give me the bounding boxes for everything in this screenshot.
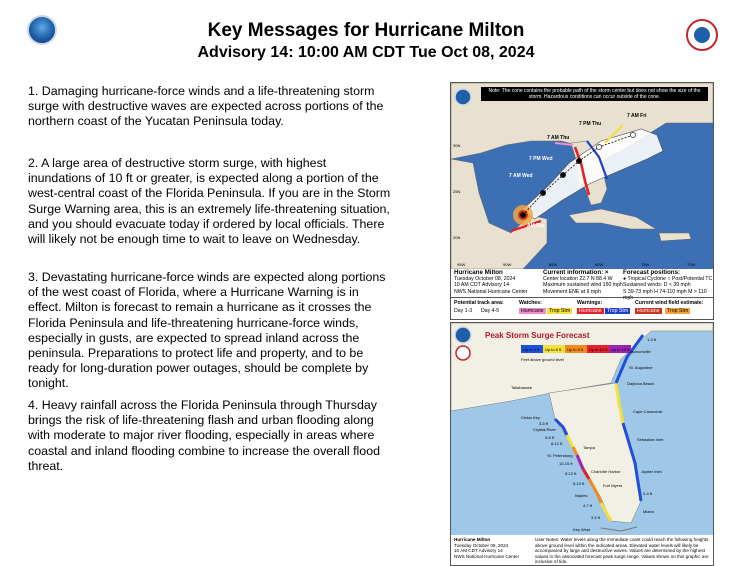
legend-ts-watch: Trop Stm	[549, 308, 571, 314]
lon-label-85w: 85W	[549, 262, 558, 267]
legend-hurricane-warning: Hurricane	[579, 308, 602, 314]
legend-ts-wind: Trop Stm	[667, 308, 689, 314]
lat-label-20n: 20N	[453, 235, 461, 240]
city-st-petersburg: St. Petersburg	[547, 453, 573, 458]
track-map-graphic	[451, 83, 713, 269]
track-legend	[451, 297, 713, 320]
surge-scale-note: Feet above ground level	[521, 357, 564, 362]
city-charlotte-harbor: Charlotte Harbor	[591, 469, 621, 474]
city-cedar-key: Cedar Key	[521, 415, 540, 420]
forecast-line-3: S 39-73 mph H 74-110 mph M > 110 mph	[623, 288, 707, 301]
range-label-10: 1-3 ft	[647, 337, 657, 342]
city-jupiter-inlet: Jupiter Inlet	[641, 469, 662, 474]
lat-label-30n: 30N	[453, 143, 461, 148]
page-subtitle: Advisory 14: 10:00 AM CDT Tue Oct 08, 2024	[197, 44, 535, 61]
surge-scale-label-5: Up to 15 ft	[611, 347, 630, 352]
storm-advisory: 10 AM CDT Advisory 14	[454, 282, 509, 289]
surge-map-title: Peak Storm Surge Forecast	[485, 331, 590, 340]
track-point-fri-am	[630, 132, 635, 137]
key-message-3: 3. Devastating hurricane-force winds are expected along portions of the west coast of Florida, where a Hurricane Warning is in effect. Milton is forecast to remain a hurricane as it crosses the Florida Peninsula and life-threatening hurricane-force winds, especially in gusts, are expected to spread inland across the peninsula. Preparations to protect life and property, and to be ready for long-duration power outages, should be complete by tonight.	[28, 270, 386, 391]
lon-label-70w: 70W	[687, 262, 696, 267]
track-cone-map	[450, 82, 714, 320]
city-daytona: Daytona Beach	[627, 381, 655, 386]
range-label-9: 2-4 ft	[643, 491, 653, 496]
city-crystal-river: Crystal River	[533, 427, 556, 432]
city-fort-myers: Fort Myers	[603, 483, 623, 488]
lon-label-90w: 90W	[503, 262, 512, 267]
legend-ts-warning: Trop Stm	[607, 308, 629, 314]
city-key-west: Key West	[573, 527, 591, 532]
forecast-positions-title: Forecast positions:	[623, 269, 681, 276]
current-line-2: Maximum sustained wind 150 mph	[543, 282, 623, 289]
legend-watches-label: Watches:	[519, 300, 542, 306]
city-sebastian-inlet: Sebastian Inlet	[637, 437, 664, 442]
surge-noaa-logo	[455, 327, 471, 343]
lat-label-25n: 25N	[453, 189, 461, 194]
key-message-2: 2. A large area of destructive storm surge, with highest inundations of 10 ft or greater, is expected along a portion of the west-central coast of the Florida Peninsula. If you are in the Storm Surge Warning area, this is an extremely life-threatening situation, and you should evacuate today if ordered by local officials. There will likely not be enough time to wait to leave on Wednesday.	[28, 156, 391, 247]
point-label-wed-am: 7 AM Wed	[509, 173, 533, 179]
legend-day13: Day 1-3	[454, 308, 473, 314]
storm-name: Hurricane Milton	[454, 269, 503, 276]
surge-scale	[521, 345, 631, 353]
current-info-title: Current information: ×	[543, 269, 609, 276]
city-naples: Naples	[575, 493, 588, 498]
range-label-5: 8-12 ft	[565, 471, 577, 476]
range-label-4: 10-15 ft	[559, 461, 573, 466]
city-tampa: Tampa	[583, 445, 596, 450]
storm-center: NWS National Hurricane Center	[454, 288, 528, 295]
surge-storm-date: Tuesday October 08, 2024	[454, 542, 509, 548]
surge-scale-label-2: Up to 6 ft	[545, 347, 562, 352]
legend-hurricane-wind: Hurricane	[637, 308, 660, 314]
track-point-thu-am	[576, 158, 581, 163]
track-point-thu-pm	[596, 144, 601, 149]
legend-warnings-label: Warnings:	[577, 300, 603, 306]
city-cape-canaveral: Cape Canaveral	[633, 409, 662, 414]
legend-track-label: Potential track area:	[454, 300, 504, 306]
surge-user-notes: User Notes: Water levels along the immediate coast could reach the following heights above ground level within the indicated areas. Elevated water levels will likely be accompanied by large and destructive waves. Values are determined by the highest values in the associated forecast peak surge range. Values shown on this graphic are inclusive of tide.	[535, 537, 709, 565]
range-label-2: 5-8 ft	[545, 435, 555, 440]
city-st-augustine: St. Augustine	[629, 365, 653, 370]
surge-scale-label-4: Up to 12 ft	[589, 347, 608, 352]
point-label-wed-pm: 7 PM Wed	[529, 156, 553, 162]
legend-hurricane-watch: Hurricane	[521, 308, 544, 314]
key-message-1: 1. Damaging hurricane-force winds and a life-threatening storm surge with destructive waves are expected across portions of the northern coast of the Yucatan Peninsula today.	[28, 84, 384, 129]
storm-date: Tuesday October 08, 2024	[454, 276, 516, 283]
surge-map-graphic	[451, 323, 713, 535]
track-point-tue	[520, 212, 525, 217]
point-label-tue: AM Tue	[527, 223, 545, 229]
lon-label-95w: 95W	[457, 262, 466, 267]
noaa-mini-logo	[455, 89, 471, 105]
forecast-line-1: ● Tropical Cyclone ○ Post/Potential TC	[623, 276, 713, 283]
current-line-3: Movement ENE at 9 mph	[543, 288, 601, 295]
surge-scale-label-1: Up to 3 ft	[523, 347, 540, 352]
legend-wind-label: Current wind field estimate:	[635, 300, 704, 306]
city-jacksonville: Jacksonville	[629, 349, 651, 354]
current-information	[543, 270, 623, 295]
lon-label-75w: 75W	[641, 262, 650, 267]
range-label-6: 6-10 ft	[573, 481, 585, 486]
surge-advisory: 10 AM CDT Advisory 14	[454, 548, 503, 554]
surge-scale-label-3: Up to 9 ft	[567, 347, 584, 352]
point-label-fri-am: 7 AM Fri	[627, 113, 647, 119]
page-title: Key Messages for Hurricane Milton	[207, 20, 525, 41]
storm-identity	[454, 270, 542, 295]
surge-nws-logo	[456, 346, 470, 360]
point-label-thu-am: 7 AM Thu	[547, 135, 570, 141]
range-label-8: 3-5 ft	[591, 515, 601, 520]
range-label-1: 3-5 ft	[539, 421, 549, 426]
lon-label-80w: 80W	[595, 262, 604, 267]
cone-disclaimer: Note: The cone contains the probable path of the storm center but does not show the size of the storm. Hazardous conditions can occur outside of the cone.	[481, 87, 708, 101]
surge-center: NWS National Hurricane Center	[454, 553, 520, 559]
track-point-wed-pm	[560, 172, 565, 177]
legend-day45: Day 4-5	[481, 308, 500, 314]
current-line-1: Center location 22.7 N 88.4 W	[543, 276, 613, 283]
city-miami: Miami	[643, 509, 654, 514]
storm-surge-map	[450, 322, 714, 566]
surge-storm-identity	[454, 537, 532, 559]
track-point-wed-am	[540, 190, 545, 195]
point-label-thu-pm: 7 PM Thu	[579, 121, 602, 127]
key-message-4: 4. Heavy rainfall across the Florida Peninsula through Thursday brings the risk of life-threatening flash and urban flooding along with moderate to major river flooding, especially in areas where coastal and inland flooding combine to increase the overall flood threat.	[28, 398, 380, 473]
range-label-3: 8-12 ft	[551, 441, 563, 446]
range-label-7: 4-7 ft	[583, 503, 593, 508]
surge-storm-name: Hurricane Milton	[454, 537, 491, 542]
city-tallahassee: Tallahassee	[511, 385, 533, 390]
forecast-line-2: Sustained winds: D < 39 mph	[623, 282, 691, 289]
